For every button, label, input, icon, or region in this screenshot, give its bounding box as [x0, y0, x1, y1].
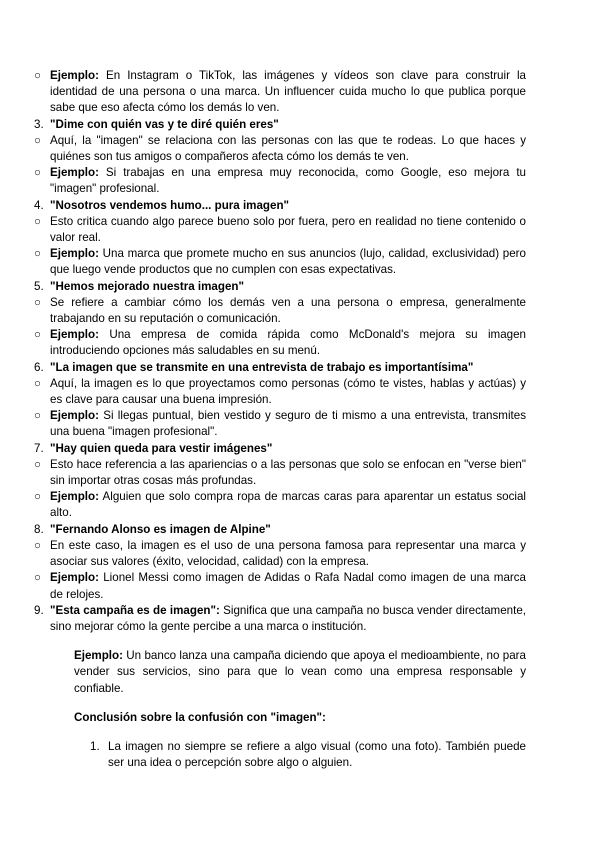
item-text: Alguien que solo compra ropa de marcas caras para aparentar un estatus social alto.	[50, 490, 526, 520]
example-label: Ejemplo:	[50, 571, 99, 585]
numbered-item	[34, 360, 526, 376]
bullet-marker: ○	[34, 133, 42, 147]
item-text: Si llegas puntual, bien vestido y seguro de ti mismo a una entrevista, transmites una buena "imagen profesional".	[50, 409, 526, 439]
bullet-item	[34, 538, 526, 570]
list-number: 7.	[34, 441, 44, 455]
bullet-marker: ○	[34, 538, 42, 552]
item-text: Una marca que promete mucho en sus anuncios (lujo, calidad, exclusividad) pero que luego vende productos que no cumplen con esas expectativas.	[50, 247, 526, 277]
item-heading: "Fernando Alonso es imagen de Alpine"	[50, 522, 271, 536]
item-text: Se refiere a cambiar cómo los demás ven a una persona o empresa, generalmente trabajando en su reputación o comunicación.	[50, 295, 526, 326]
list-number: 5.	[34, 279, 44, 293]
bullet-item	[34, 489, 526, 521]
list-number: 1.	[90, 739, 100, 753]
numbered-item	[34, 117, 526, 133]
list-number: 3.	[34, 117, 44, 131]
example-label: Ejemplo:	[74, 649, 123, 663]
bullet-marker: ○	[34, 490, 42, 504]
bullet-marker: ○	[34, 376, 42, 390]
numbered-item	[34, 522, 526, 538]
bullet-item	[34, 295, 526, 327]
bullet-marker: ○	[34, 295, 42, 309]
bullet-item	[34, 165, 526, 197]
example-paragraph	[34, 648, 526, 697]
bullet-item	[34, 376, 526, 408]
document-body	[34, 68, 526, 771]
item-heading: "Hay quien queda para vestir imágenes"	[50, 441, 273, 455]
bullet-marker: ○	[34, 571, 42, 585]
bullet-item	[34, 457, 526, 489]
numbered-item	[34, 603, 526, 635]
example-label: Ejemplo:	[50, 328, 99, 342]
bullet-marker: ○	[34, 247, 42, 261]
numbered-item	[34, 279, 526, 295]
item-text: Si trabajas en una empresa muy reconocida, como Google, eso mejora tu "imagen" profesional.	[50, 166, 526, 196]
conclusion-heading: Conclusión sobre la confusión con "imagen":	[74, 710, 326, 724]
bullet-marker: ○	[34, 409, 42, 423]
example-label: Ejemplo:	[50, 166, 99, 180]
item-text: Significa que una campaña no busca vender directamente, sino mejorar cómo la gente percibe a una marca o institución.	[50, 603, 526, 633]
bullet-marker: ○	[34, 69, 42, 82]
conclusion-item	[34, 739, 526, 771]
bullet-marker: ○	[34, 214, 42, 228]
numbered-item	[34, 441, 526, 457]
item-text: En este caso, la imagen es el uso de una persona famosa para representar una marca y asociar sus valores (éxito, velocidad, calidad) con la empresa.	[50, 538, 526, 569]
item-heading: "La imagen que se transmite en una entrevista de trabajo es importantísima"	[50, 360, 474, 374]
item-text: Esto hace referencia a las apariencias o a las personas que solo se enfocan en "verse bien" sin importar otras cosas más profundas.	[50, 457, 526, 488]
example-label: Ejemplo:	[50, 409, 99, 423]
bullet-item	[34, 68, 526, 117]
bullet-marker: ○	[34, 457, 42, 471]
list-number: 9.	[34, 603, 44, 617]
item-text: La imagen no siempre se refiere a algo visual (como una foto). También puede ser una idea o percepción sobre algo o alguien.	[108, 739, 526, 770]
item-heading: "Esta campaña es de imagen":	[50, 603, 220, 617]
list-number: 6.	[34, 360, 44, 374]
bullet-item	[34, 246, 526, 278]
bullet-marker: ○	[34, 328, 42, 342]
bullet-item	[34, 570, 526, 602]
example-text: Un banco lanza una campaña diciendo que apoya el medioambiente, no para vender sus servicios, sino para que lo vean como una empresa responsable y confiable.	[74, 649, 526, 695]
bullet-marker: ○	[34, 166, 42, 180]
numbered-item	[34, 198, 526, 214]
item-text: En Instagram o TikTok, las imágenes y vídeos son clave para construir la identidad de una persona o una marca. Un influencer cuida mucho lo que publica porque sabe que eso afecta cómo los demás lo ven.	[50, 69, 526, 115]
item-heading: "Dime con quién vas y te diré quién eres"	[50, 117, 279, 131]
item-heading: "Hemos mejorado nuestra imagen"	[50, 279, 244, 293]
example-label: Ejemplo:	[50, 247, 99, 261]
item-text: Esto critica cuando algo parece bueno solo por fuera, pero en realidad no tiene contenido o valor real.	[50, 214, 526, 245]
bullet-item	[34, 327, 526, 359]
item-text: Lionel Messi como imagen de Adidas o Rafa Nadal como imagen de una marca de relojes.	[50, 571, 526, 601]
list-number: 4.	[34, 198, 44, 212]
list-number: 8.	[34, 522, 44, 536]
item-text: Una empresa de comida rápida como McDonald's mejora su imagen introduciendo opciones más saludables en su menú.	[50, 328, 526, 358]
bullet-item	[34, 133, 526, 165]
bullet-item	[34, 214, 526, 246]
example-label: Ejemplo:	[50, 490, 99, 504]
example-label: Ejemplo:	[50, 69, 99, 82]
item-text: Aquí, la imagen es lo que proyectamos como personas (cómo te vistes, hablas y actúas) y es clave para causar una buena impresión.	[50, 376, 526, 407]
item-heading: "Nosotros vendemos humo... pura imagen"	[50, 198, 290, 212]
bullet-item	[34, 408, 526, 440]
item-text: Aquí, la "imagen" se relaciona con las personas con las que te rodeas. Lo que haces y quiénes son tus amigos o compañeros afecta cómo los demás te ven.	[50, 133, 526, 164]
